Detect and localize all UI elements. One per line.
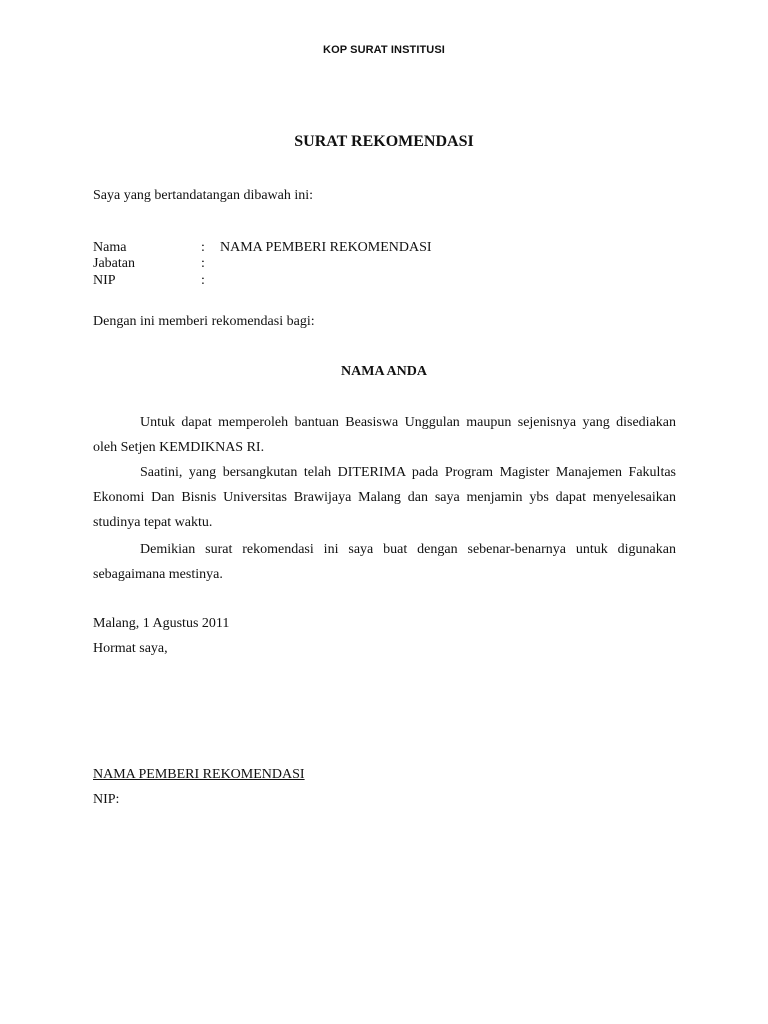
recipient-name: NAMA ANDA: [341, 364, 427, 379]
field-nama: [93, 239, 683, 256]
place-date: Malang, 1 Agustus 2011: [93, 616, 230, 631]
signer-nip: NIP:: [93, 792, 120, 807]
closing-greeting: Hormat saya,: [93, 641, 168, 656]
field-label: Nama: [93, 240, 127, 255]
field-colon: :: [201, 273, 205, 288]
field-label: NIP: [93, 273, 116, 288]
paragraph-status: Saatini, yang bersangkutan telah DITERIMA pada Program Magister Manajemen Fakultas Ekonomi Dan Bisnis Universitas Brawijaya Malang dan saya menjamin ybs dapat menyelesaikan studinya tepat waktu.: [93, 465, 676, 530]
intro-line: Saya yang bertandatangan dibawah ini:: [93, 188, 314, 203]
letter-title: SURAT REKOMENDASI: [294, 133, 474, 150]
field-colon: :: [201, 240, 205, 255]
signer-name: NAMA PEMBERI REKOMENDASI: [93, 767, 305, 782]
recommend-line: Dengan ini memberi rekomendasi bagi:: [93, 314, 315, 329]
field-value: NAMA PEMBERI REKOMENDASI: [220, 240, 432, 255]
paragraph-purpose: Untuk dapat memperoleh bantuan Beasiswa Unggulan maupun sejenisnya yang disediakan oleh Setjen KEMDIKNAS RI.: [93, 415, 676, 455]
field-nip: [93, 272, 683, 289]
field-jabatan: [93, 255, 683, 272]
field-colon: :: [201, 256, 205, 271]
letterhead: KOP SURAT INSTITUSI: [323, 44, 445, 56]
paragraph-closing: Demikian surat rekomendasi ini saya buat dengan sebenar-benarnya untuk digunakan sebagaimana mestinya.: [93, 542, 676, 582]
field-label: Jabatan: [93, 256, 135, 271]
